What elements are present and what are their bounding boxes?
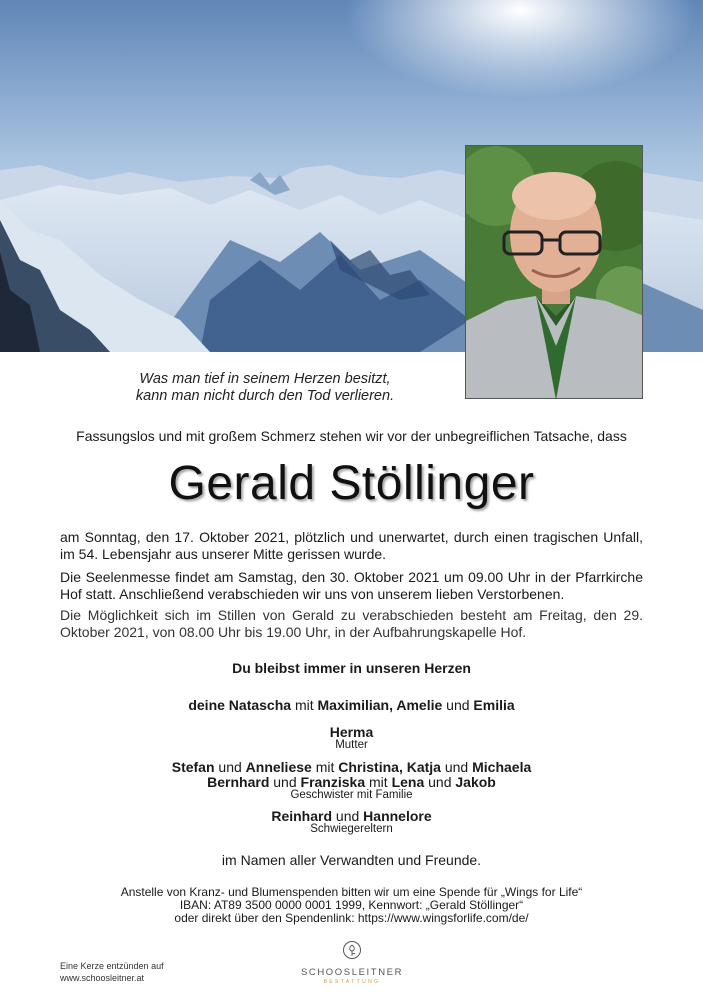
connector: mit (291, 697, 318, 713)
mourners-siblings-1 (0, 759, 703, 775)
mourner-name: Hannelore (363, 808, 432, 824)
donation-link: oder direkt über den Spendenlink: https://www.wingsforlife.com/de/ (174, 911, 529, 925)
mourner-name: deine Natascha (188, 697, 292, 713)
mass-info-paragraph: Die Seelenmesse findet am Samstag, den 30. Oktober 2021 um 09.00 Uhr in der Pfarrkirche Hof statt. Anschließend verabschieden wir uns von unserem lieben Verstorbenen. (60, 569, 643, 602)
quote-line-2: kann man nicht durch den Tod verlieren. (135, 388, 395, 404)
motto: Du bleibst immer in unseren Herzen (232, 660, 471, 676)
logo-subtitle: BESTATTUNG (323, 979, 381, 985)
mourner-name: Franziska (300, 774, 366, 790)
death-notice-paragraph: am Sonntag, den 17. Oktober 2021, plötzlich und unerwartet, durch einen tragischen Unfall, im 54. Lebensjahr aus unserer Mitte gerissen wurde. (60, 529, 643, 562)
rose-icon (342, 940, 362, 960)
connector: mit (365, 774, 392, 790)
mourner-name: Christina, Katja (338, 759, 441, 775)
mourners-siblings-2 (0, 774, 703, 790)
mourner-name: Anneliese (245, 759, 312, 775)
mourner-name: Maximilian, Amelie (317, 697, 443, 713)
mourner-name: Reinhard (271, 808, 333, 824)
quote-line-1: Was man tief in seinem Herzen besitzt, (139, 371, 391, 387)
mourner-name: Michaela (472, 759, 532, 775)
logo-name: SCHOOSLEITNER (300, 967, 404, 978)
connector: und (424, 774, 456, 790)
deceased-name: Gerald Stöllinger (168, 457, 535, 510)
mourner-mother: Herma (329, 724, 374, 740)
closing-line: im Namen aller Verwandten und Freunde. (221, 852, 482, 868)
relation-label: Geschwister mit Familie (290, 789, 413, 801)
candle-text: Eine Kerze entzünden auf (60, 961, 164, 971)
mourner-name: Lena (391, 774, 425, 790)
funeral-home-logo (300, 940, 404, 985)
connector: und (214, 759, 246, 775)
mourner-name: Stefan (171, 759, 215, 775)
connector: und (269, 774, 301, 790)
viewing-info-paragraph: Die Möglichkeit sich im Stillen von Gerald zu verabschieden besteht am Freitag, den 29. Oktober 2021, von 08.00 Uhr bis 19.00 Uhr, in der Aufbahrungskapelle Hof. (60, 607, 643, 640)
portrait-photo (465, 145, 643, 399)
donation-line-1: Anstelle von Kranz- und Blumenspenden bitten wir um eine Spende für „Wings for Life“ (120, 885, 583, 899)
relation-label: Schwiegereltern (310, 823, 393, 835)
mourner-name: Bernhard (207, 774, 270, 790)
donation-iban: IBAN: AT89 3500 0000 0001 1999, Kennwort: „Gerald Stöllinger“ (179, 898, 524, 912)
mourner-name: Jakob (455, 774, 496, 790)
connector: mit (311, 759, 339, 775)
connector: und (440, 759, 473, 775)
mourners-family (0, 697, 703, 713)
connector: und (332, 808, 364, 824)
candle-notice (60, 960, 164, 984)
candle-link[interactable]: www.schoosleitner.at (60, 973, 145, 983)
mourner-name: Emilia (473, 697, 515, 713)
connector: und (442, 697, 474, 713)
intro-text: Fassungslos und mit großem Schmerz stehen wir vor der unbegreiflichen Tatsache, dass (76, 428, 627, 444)
memorial-quote (90, 371, 440, 405)
mourners-inlaws (0, 808, 703, 824)
relation-label: Mutter (335, 739, 368, 751)
